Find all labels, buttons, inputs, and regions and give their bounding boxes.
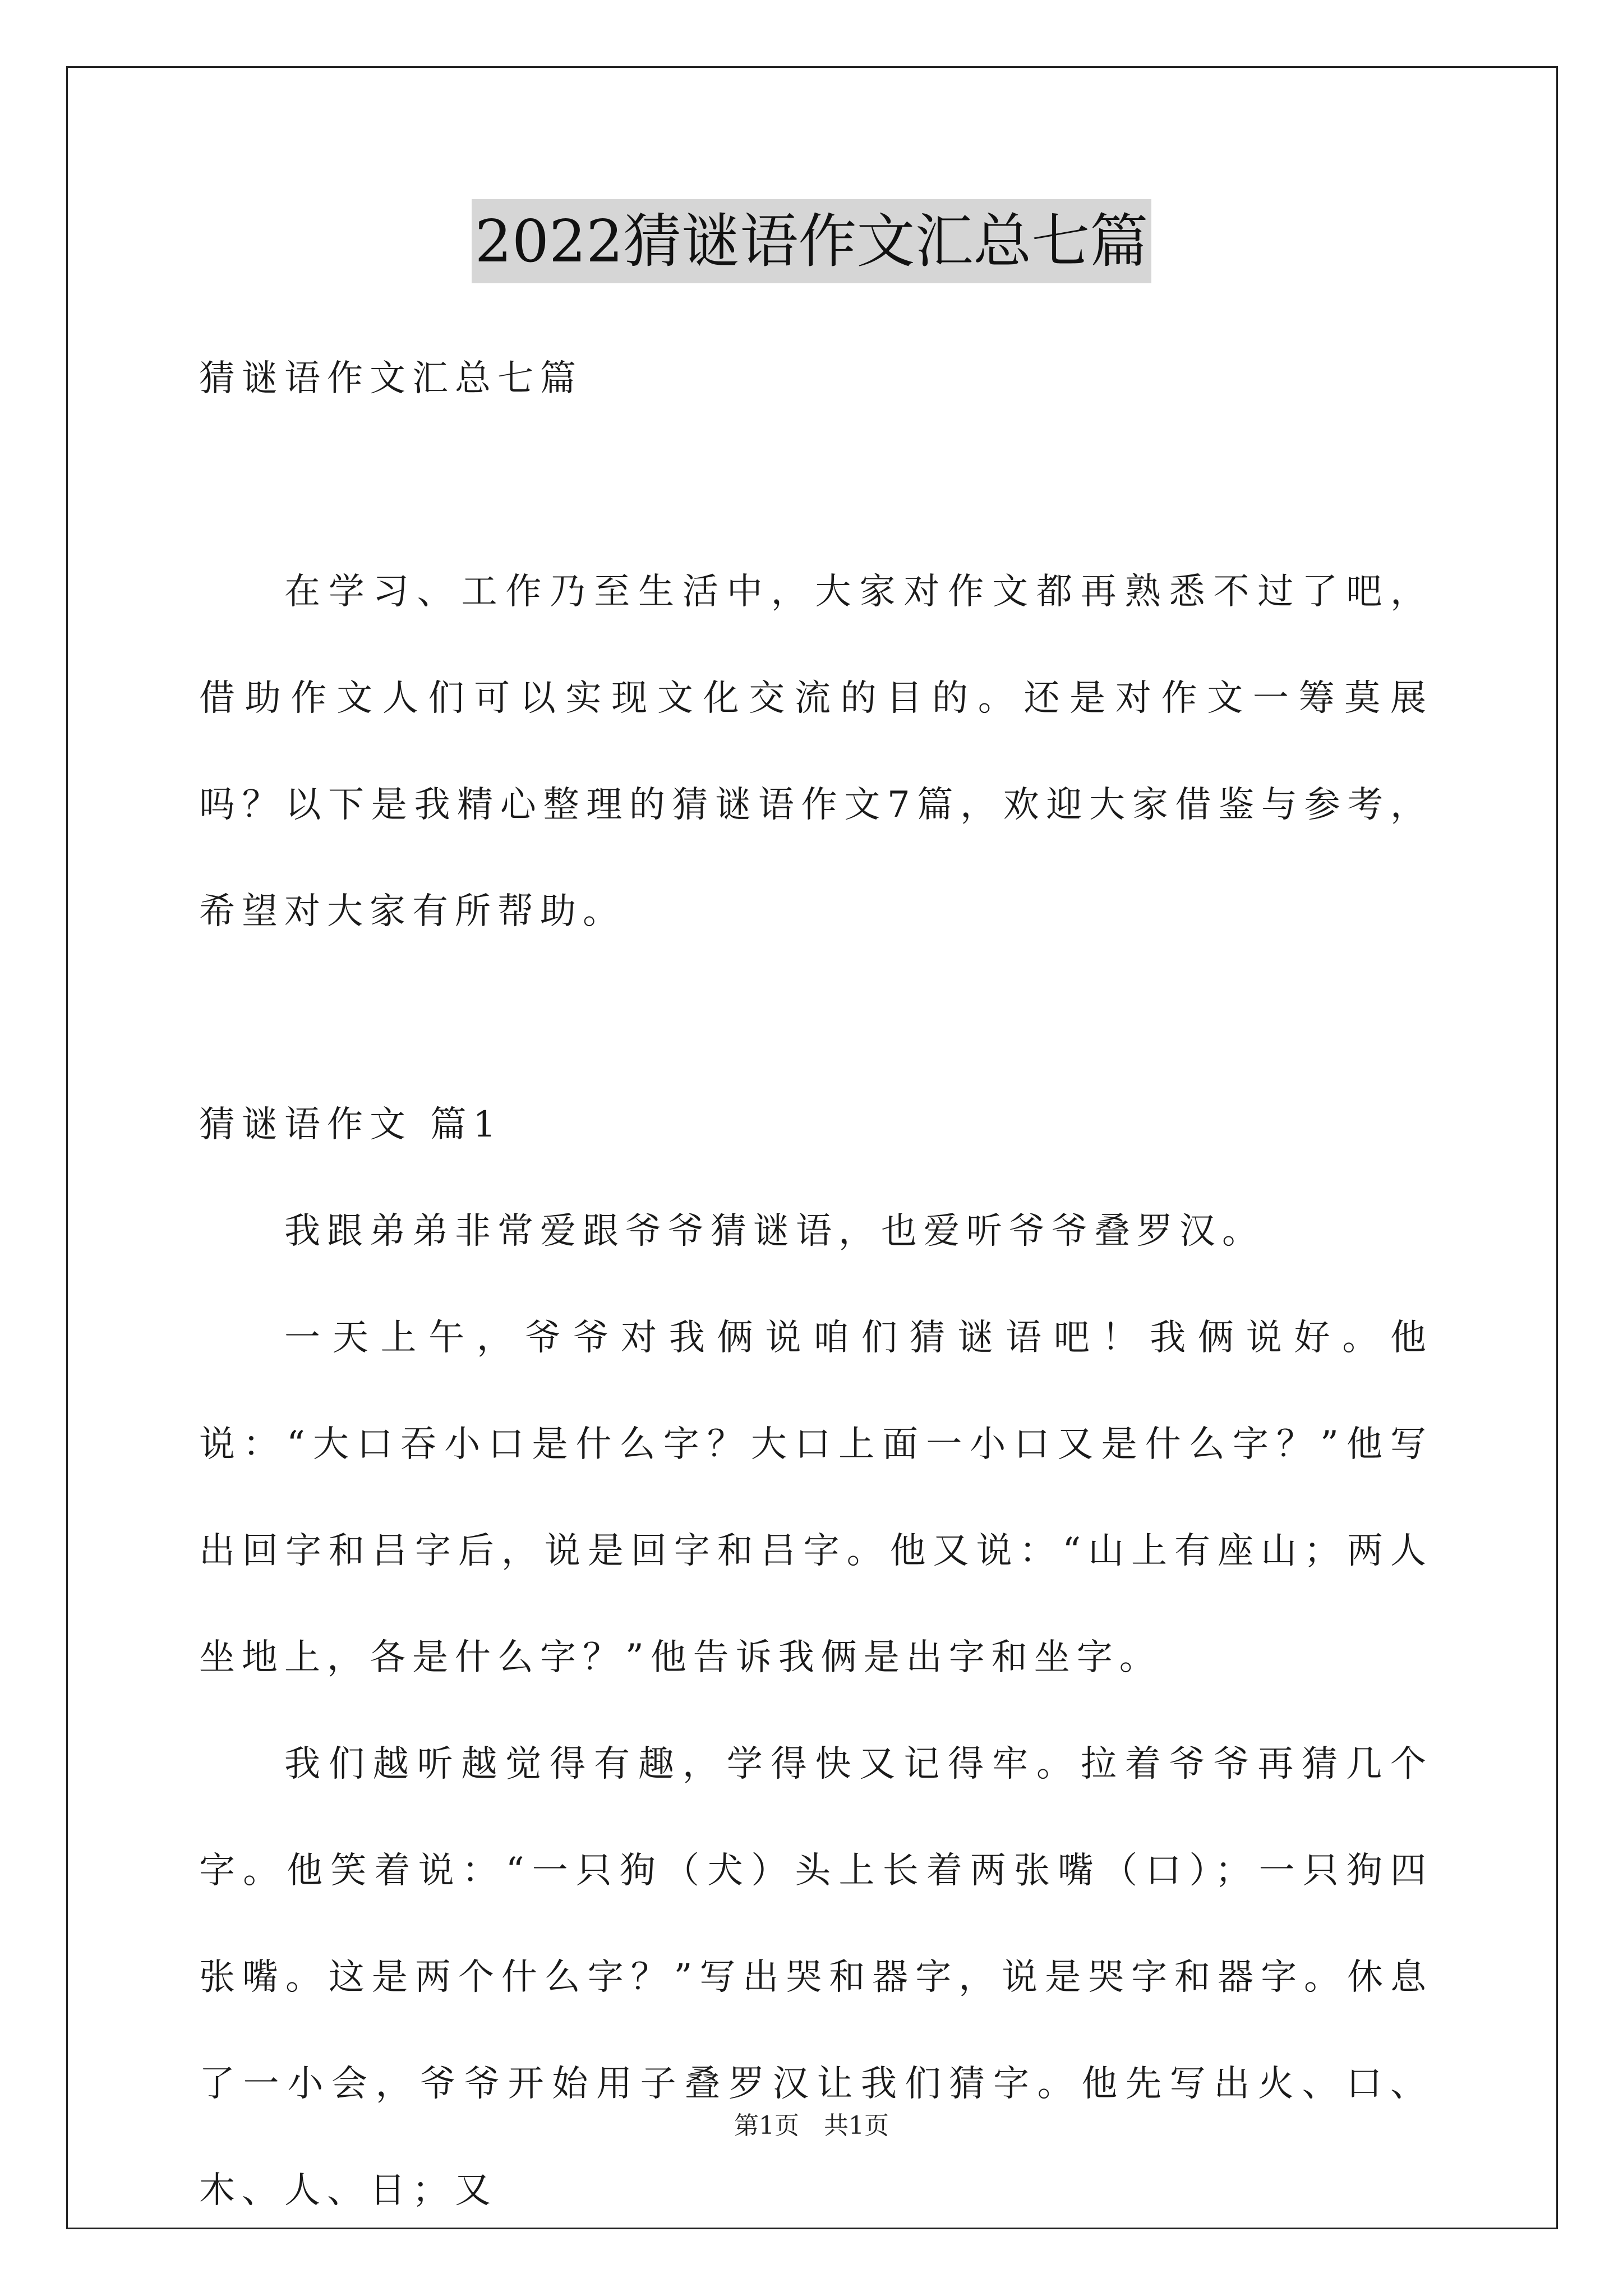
body-paragraph: 一天上午，爷爷对我俩说咱们猜谜语吧！我俩说好。他说：“大口吞小口是什么字？大口上面一小口又是什么字？”他写出回字和吕字后，说是回字和吕字。他又说：“山上有座山；两人坐地上，各是什么字？”他告诉我俩是出字和坐字。 — [199, 1317, 1433, 1678]
body-paragraph: 我们越听越觉得有趣，学得快又记得牢。拉着爷爷再猜几个字。他笑着说：“一只狗（犬）头上长着两张嘴（口）；一只狗四张嘴。这是两个什么字？”写出哭和器字，说是哭字和器字。休息了一小会，爷爷开始用子叠罗汉让我们猜字。他先写出火、口、木、人、日；又 — [199, 1743, 1433, 2211]
document-body — [199, 325, 1433, 2244]
body-paragraph: 我跟弟弟非常爱跟爷爷猜谜语，也爱听爷爷叠罗汉。 — [284, 1211, 1265, 1252]
title-container — [0, 199, 1623, 283]
page-footer: 第1页 共1页 — [734, 2111, 889, 2140]
section-heading: 猜谜语作文 篇1 — [199, 1104, 503, 1145]
document-title: 2022猜谜语作文汇总七篇 — [472, 199, 1152, 283]
intro-paragraph: 在学习、工作乃至生活中，大家对作文都再熟悉不过了吧，借助作文人们可以实现文化交流的目的。还是对作文一筹莫展吗？以下是我精心整理的猜谜语作文7篇，欢迎大家借鉴与参考，希望对大家有所帮助。 — [199, 571, 1433, 932]
document-subtitle: 猜谜语作文汇总七篇 — [199, 358, 583, 399]
